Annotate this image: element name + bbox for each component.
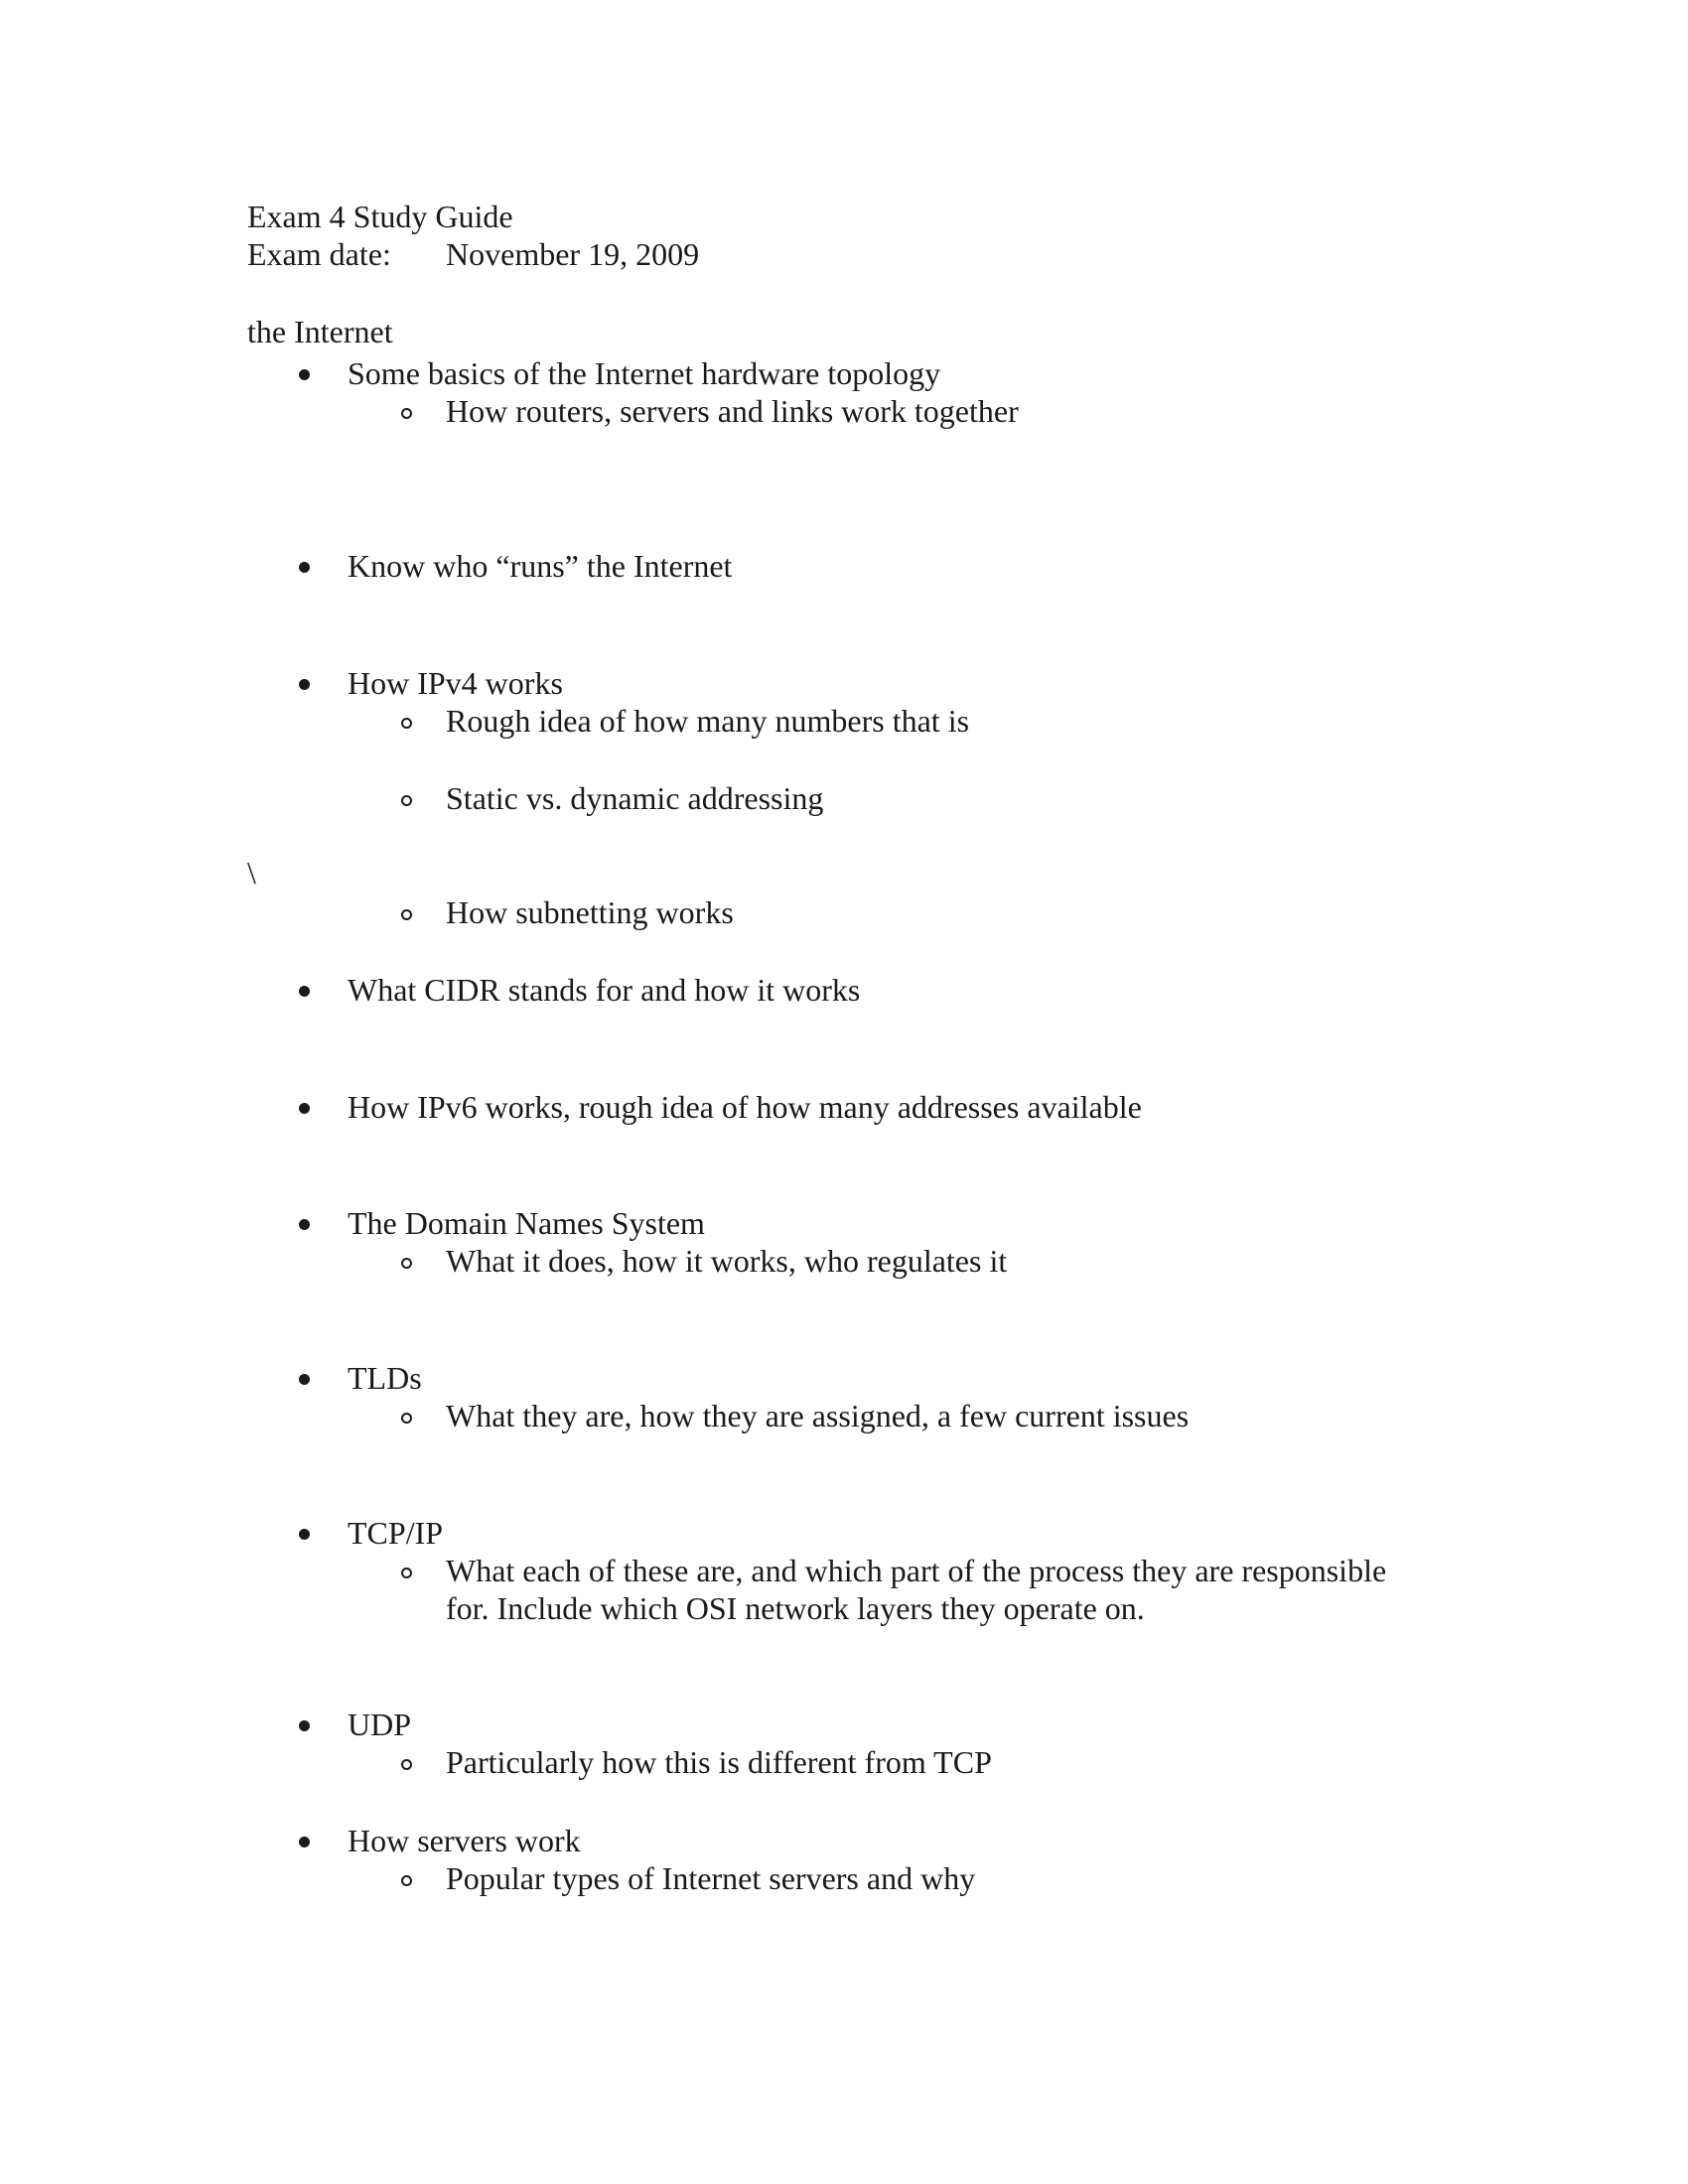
subtopic-item: What they are, how they are assigned, a few current issues — [446, 1398, 1190, 1433]
subtopic-item: How routers, servers and links work together — [446, 393, 1019, 429]
bullet-circle-icon — [394, 702, 418, 740]
topic-item: Some basics of the Internet hardware topology — [348, 355, 941, 391]
topic-item: UDP — [348, 1706, 412, 1742]
topic-item: How IPv6 works, rough idea of how many addresses available — [348, 1089, 1142, 1125]
bullet-circle-icon — [394, 1859, 418, 1897]
subtopic-item: Static vs. dynamic addressing — [446, 780, 824, 816]
bullet-disc-icon — [292, 1706, 316, 1743]
bullet-disc-icon — [292, 1088, 316, 1126]
topic-item: What CIDR stands for and how it works — [348, 972, 861, 1008]
bullet-disc-icon — [292, 354, 316, 392]
subtopic-item-continuation: for. Include which OSI network layers they operate on. — [446, 1590, 1145, 1626]
exam-date-label: Exam date: — [247, 236, 391, 272]
bullet-circle-icon — [394, 1242, 418, 1280]
topic-item: The Domain Names System — [348, 1205, 705, 1241]
document-title: Exam 4 Study Guide — [247, 199, 513, 234]
stray-mark: \ — [247, 855, 256, 890]
bullet-disc-icon — [292, 1514, 316, 1552]
bullet-disc-icon — [292, 1204, 316, 1242]
topic-item: How IPv4 works — [348, 665, 563, 701]
exam-date-value: November 19, 2009 — [446, 236, 700, 272]
bullet-circle-icon — [394, 392, 418, 430]
topic-item: TCP/IP — [348, 1515, 444, 1551]
subtopic-item: Popular types of Internet servers and why — [446, 1860, 976, 1896]
bullet-circle-icon — [394, 1397, 418, 1434]
subtopic-item: What each of these are, and which part of the process they are responsible — [446, 1553, 1387, 1588]
bullet-circle-icon — [394, 1743, 418, 1781]
section-heading: the Internet — [247, 314, 393, 349]
bullet-circle-icon — [394, 779, 418, 817]
topic-item: Know who “runs” the Internet — [348, 548, 733, 584]
subtopic-item: Particularly how this is different from TCP — [446, 1744, 992, 1780]
subtopic-item: Rough idea of how many numbers that is — [446, 703, 970, 739]
bullet-disc-icon — [292, 547, 316, 585]
subtopic-item: How subnetting works — [446, 894, 734, 930]
topic-item: TLDs — [348, 1360, 422, 1396]
bullet-circle-icon — [394, 893, 418, 931]
bullet-disc-icon — [292, 1359, 316, 1397]
topic-item: How servers work — [348, 1823, 581, 1858]
bullet-disc-icon — [292, 971, 316, 1009]
bullet-disc-icon — [292, 1822, 316, 1859]
bullet-disc-icon — [292, 664, 316, 702]
bullet-circle-icon — [394, 1552, 418, 1589]
subtopic-item: What it does, how it works, who regulates it — [446, 1243, 1008, 1279]
